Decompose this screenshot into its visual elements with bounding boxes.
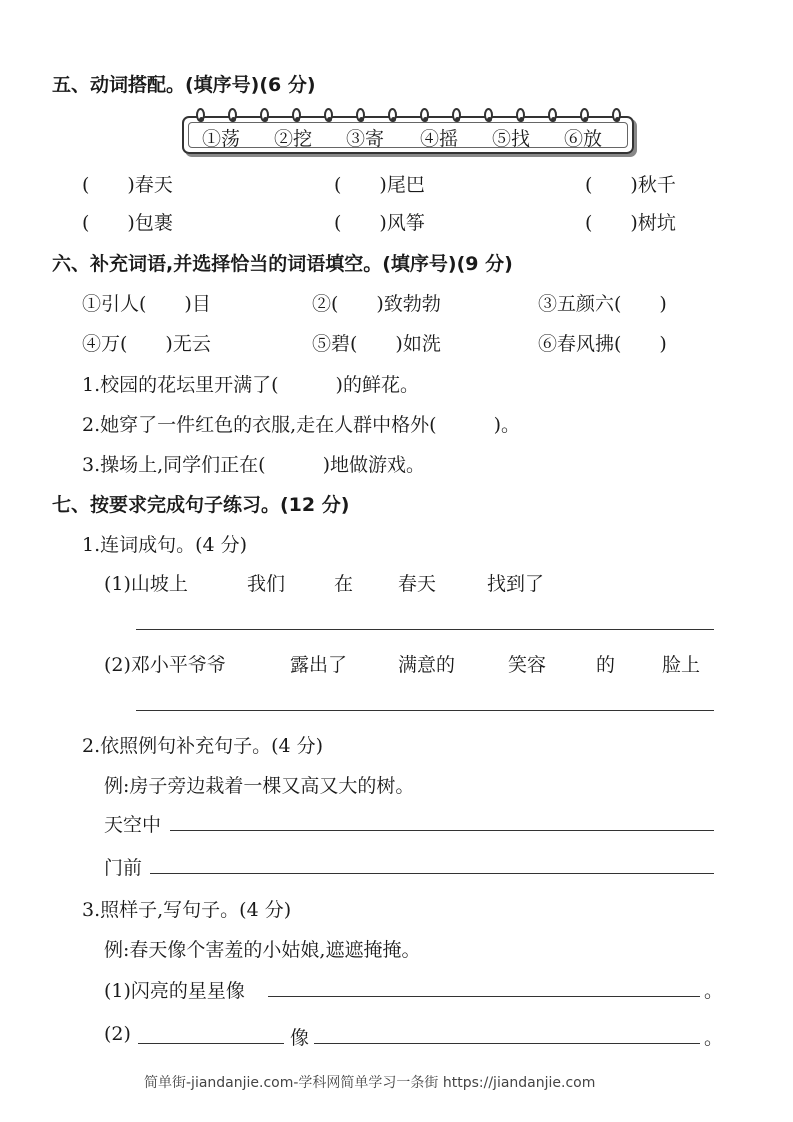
answer-line[interactable] bbox=[138, 1043, 284, 1044]
idiom-item[interactable]: ⑤碧( )如洗 bbox=[312, 333, 441, 355]
word-chip: 露出了 bbox=[290, 654, 348, 676]
spiral-ring-icon bbox=[356, 108, 365, 122]
word-chip: 找到了 bbox=[487, 573, 545, 595]
spiral-ring-icon bbox=[612, 108, 621, 122]
word-chip: 笑容 bbox=[508, 654, 547, 676]
part3-example: 例:春天像个害羞的小姑娘,遮遮掩掩。 bbox=[104, 939, 421, 961]
sentence2-label: (2)邓小平爷爷 bbox=[104, 654, 226, 676]
part1-title: 1.连词成句。(4 分) bbox=[82, 534, 248, 556]
spiral-ring-icon bbox=[580, 108, 589, 122]
verb-option: ②挖 bbox=[274, 128, 313, 150]
spiral-ring-icon bbox=[228, 108, 237, 122]
answer-line[interactable] bbox=[136, 710, 714, 711]
part3-line2-mid: 像 bbox=[290, 1027, 310, 1049]
spiral-ring-icon bbox=[548, 108, 557, 122]
verb-options-box bbox=[182, 116, 634, 154]
match-item[interactable]: ( )风筝 bbox=[334, 212, 425, 234]
word-chip: 满意的 bbox=[398, 654, 456, 676]
fill-question-1[interactable]: 1.校园的花坛里开满了( )的鲜花。 bbox=[82, 374, 419, 396]
match-item[interactable]: ( )秋千 bbox=[585, 174, 676, 196]
part3-line2-label: (2) bbox=[104, 1023, 131, 1045]
word-chip: 在 bbox=[334, 573, 354, 595]
answer-line[interactable] bbox=[136, 629, 714, 630]
fill-question-2[interactable]: 2.她穿了一件红色的衣服,走在人群中格外( )。 bbox=[82, 414, 520, 436]
period-mark: 。 bbox=[704, 1027, 724, 1049]
answer-line[interactable] bbox=[170, 830, 714, 831]
part2-line1-label: 天空中 bbox=[104, 814, 162, 836]
part2-line2-label: 门前 bbox=[104, 857, 143, 879]
spiral-ring-icon bbox=[420, 108, 429, 122]
verb-option: ④摇 bbox=[420, 128, 459, 150]
spiral-ring-icon bbox=[292, 108, 301, 122]
part2-example: 例:房子旁边栽着一棵又高又大的树。 bbox=[104, 775, 415, 797]
fill-question-3[interactable]: 3.操场上,同学们正在( )地做游戏。 bbox=[82, 454, 425, 476]
verb-options-box-inner bbox=[188, 122, 628, 148]
part2-title: 2.依照例句补充句子。(4 分) bbox=[82, 735, 324, 757]
match-item[interactable]: ( )树坑 bbox=[585, 212, 676, 234]
spiral-ring-icon bbox=[516, 108, 525, 122]
word-chip: 脸上 bbox=[662, 654, 701, 676]
match-item[interactable]: ( )包裹 bbox=[82, 212, 173, 234]
match-item[interactable]: ( )春天 bbox=[82, 174, 173, 196]
verb-option: ①荡 bbox=[202, 128, 241, 150]
spiral-ring-icon bbox=[196, 108, 205, 122]
idiom-item[interactable]: ②( )致勃勃 bbox=[312, 293, 441, 315]
word-chip: 的 bbox=[596, 654, 616, 676]
verb-option: ③寄 bbox=[346, 128, 385, 150]
section6-heading: 六、补充词语,并选择恰当的词语填空。(填序号)(9 分) bbox=[52, 253, 513, 275]
section5-heading: 五、动词搭配。(填序号)(6 分) bbox=[52, 74, 316, 96]
spiral-ring-icon bbox=[484, 108, 493, 122]
spiral-ring-icon bbox=[388, 108, 397, 122]
period-mark: 。 bbox=[704, 980, 724, 1002]
answer-line[interactable] bbox=[314, 1043, 700, 1044]
idiom-item[interactable]: ④万( )无云 bbox=[82, 333, 211, 355]
idiom-item[interactable]: ⑥春风拂( ) bbox=[538, 333, 667, 355]
spiral-ring-icon bbox=[452, 108, 461, 122]
part3-line1-label: (1)闪亮的星星像 bbox=[104, 980, 245, 1002]
idiom-item[interactable]: ①引人( )目 bbox=[82, 293, 211, 315]
spiral-ring-icon bbox=[260, 108, 269, 122]
spiral-ring-icon bbox=[324, 108, 333, 122]
section7-heading: 七、按要求完成句子练习。(12 分) bbox=[52, 494, 350, 516]
footer-watermark: 简单街-jiandanjie.com-学科网简单学习一条街 https://jiandanjie.com bbox=[144, 1075, 596, 1091]
verb-option: ⑥放 bbox=[564, 128, 603, 150]
word-chip: 春天 bbox=[398, 573, 437, 595]
idiom-item[interactable]: ③五颜六( ) bbox=[538, 293, 667, 315]
verb-option: ⑤找 bbox=[492, 128, 531, 150]
part3-title: 3.照样子,写句子。(4 分) bbox=[82, 899, 292, 921]
sentence1-label: (1)山坡上 bbox=[104, 573, 188, 595]
answer-line[interactable] bbox=[150, 873, 714, 874]
answer-line[interactable] bbox=[268, 996, 700, 997]
match-item[interactable]: ( )尾巴 bbox=[334, 174, 425, 196]
word-chip: 我们 bbox=[247, 573, 286, 595]
